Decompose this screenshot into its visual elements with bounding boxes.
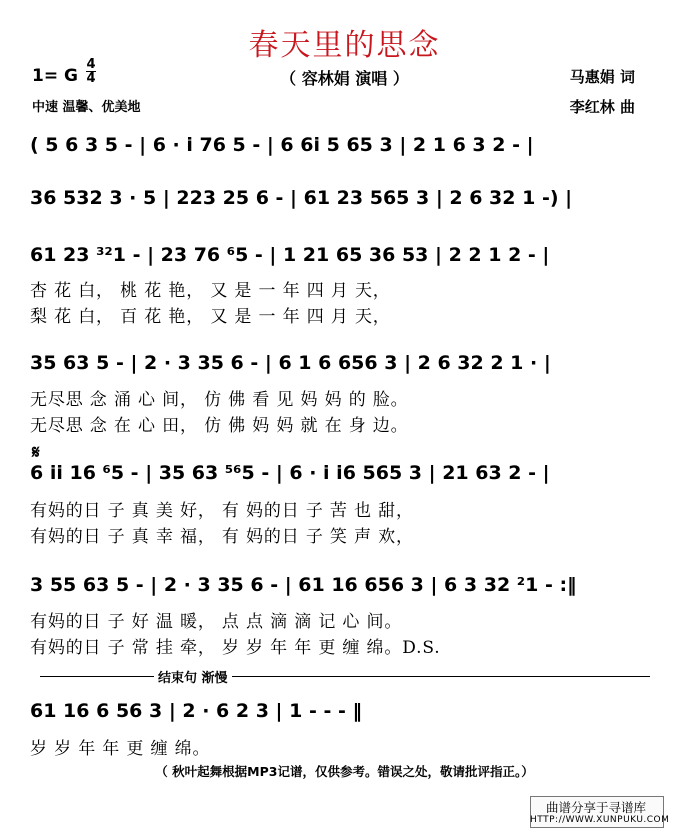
segno-sign: 𝄋 [32,442,40,463]
ending-label: 结束句 渐慢 [154,667,232,686]
lyric-row-5-verse-1: 有妈的日 子 真 美 好， 有 妈的日 子 苦 也 甜， [30,501,414,521]
lyric-row-7: 岁 岁 年 年 更 缠 绵。 [30,739,211,759]
transcription-note: （ 秋叶起舞根据MP3记谱，仅供参考。错误之处，敬请批评指正。） [155,764,534,779]
notation-row-4: 35 63 5 - | 2 · 3 35 6 - | 6 1 6 656 3 | 2 6 32 2 1 · | [30,352,551,374]
lyric-row-4-verse-1: 无尽思 念 涌 心 间， 仿 佛 看 见 妈 妈 的 脸。 [30,390,409,410]
composer-credit: 李红林 曲 [569,98,635,116]
key-signature: 1= G [32,66,78,86]
site-name: 曲谱分享于寻谱库 [545,800,646,815]
notation-row-6: 3 55 63 5 - | 2 · 3 35 6 - | 61 16 656 3 | 6 3 32 ²1 - :‖ [30,574,577,596]
lyric-row-4-verse-2: 无尽思 念 在 心 田， 仿 佛 妈 妈 就 在 身 边。 [30,416,409,436]
ending-bracket-line [40,676,650,677]
lyric-row-6-verse-2: 有妈的日 子 常 挂 牵， 岁 岁 年 年 更 缠 绵。D.S. [30,638,441,658]
singer-credit: （ 容林娟 演唱 ） [280,69,409,88]
notation-row-7: 61 16 6 56 3 | 2 · 6 2 3 | 1 - - - ‖ [30,700,362,722]
site-url[interactable]: HTTP://WWW.XUNPUKU.COM [530,815,670,825]
time-bottom: 4 [86,71,96,86]
notation-row-1: ( 5 6 3 5 - | 6 · i 76 5 - | 6 6i 5 65 3 | 2 1 6 3 2 - | [30,134,534,156]
time-signature [86,58,96,85]
lyric-row-5-verse-2: 有妈的日 子 真 幸 福， 有 妈的日 子 笑 声 欢， [30,527,414,547]
lyric-row-3-verse-2: 梨 花 白， 百 花 艳， 又 是 一 年 四 月 天， [30,307,391,327]
lyricist-credit: 马惠娟 词 [569,68,635,86]
notation-row-3: 61 23 ³²1 - | 23 76 ⁶5 - | 1 21 65 36 53 | 2 2 1 2 - | [30,244,550,266]
song-title: 春天里的思念 [248,28,441,63]
lyric-row-3-verse-1: 杏 花 白， 桃 花 艳， 又 是 一 年 四 月 天， [30,281,391,301]
notation-row-5: 6 ii 16 ⁶5 - | 35 63 ⁵⁶5 - | 6 · i i6 565 3 | 21 63 2 - | [30,462,550,484]
tempo-marking: 中速 温馨、优美地 [32,100,141,115]
notation-row-2: 36 532 3 · 5 | 223 25 6 - | 61 23 565 3 | 2 6 32 1 -) | [30,187,573,209]
lyric-row-6-verse-1: 有妈的日 子 好 温 暖， 点 点 滴 滴 记 心 间。 [30,612,403,632]
time-top: 4 [86,57,96,72]
